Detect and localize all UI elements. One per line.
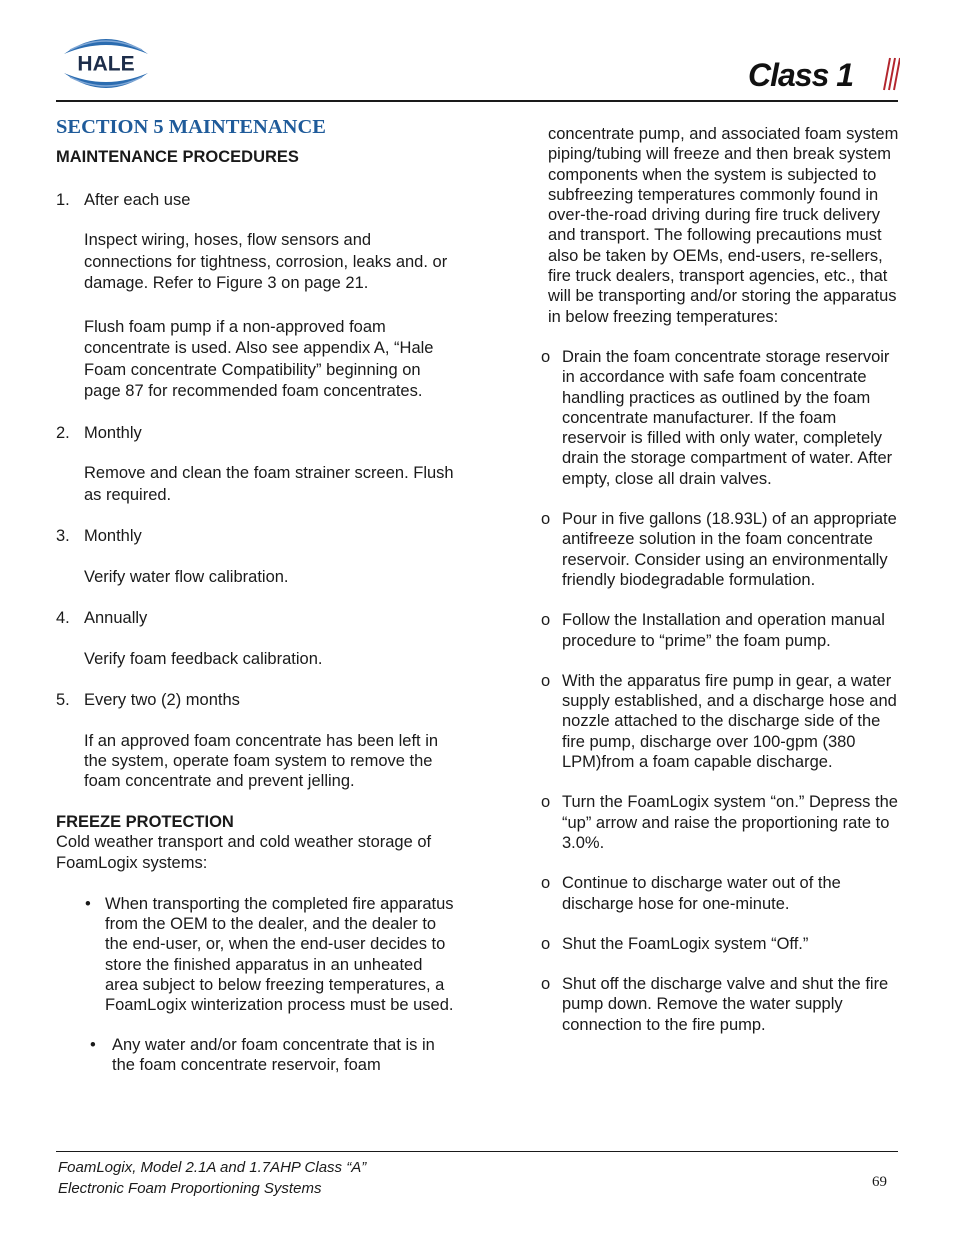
footer-divider [56,1151,898,1152]
freeze-protection-heading: FREEZE PROTECTION [56,812,234,831]
right-column [541,124,903,1035]
bullet-item [56,1035,456,1075]
precaution-text: Pour in five gallons (18.93L) of an appropriate antifreeze solution in the foam concentrate reservoir. Consider using an environmentally friendly biodegradable formulation. [562,510,897,589]
step-2-text: Remove and clean the foam strainer screen. Flush as required. [84,464,454,504]
hale-logo [56,30,156,96]
precaution-item [541,873,903,914]
hale-logo-graphic [56,30,156,96]
precaution-item [541,974,903,1035]
precaution-item [541,792,903,853]
precaution-item [541,934,903,954]
step-number: 5. [56,691,70,710]
step-3 [56,526,456,546]
list-marker: o [541,975,551,994]
maintenance-procedures-heading: MAINTENANCE PROCEDURES [56,148,299,166]
header-divider [56,100,898,102]
step-number: 2. [56,423,70,442]
section-title: SECTION 5 MAINTENANCE [56,116,326,138]
precaution-text: Continue to discharge water out of the discharge hose for one-minute. [562,874,841,913]
step-title: Annually [84,609,148,628]
footer-line-1: FoamLogix, Model 2.1A and 1.7AHP Class “A” [58,1159,367,1176]
list-marker: o [541,510,551,529]
precaution-text: Turn the FoamLogix system “on.” Depress the “up” arrow and raise the proportioning rate to 3.0%. [562,793,898,852]
step-4-text: Verify foam feedback calibration. [84,649,323,668]
freeze-continuation-text: concentrate pump, and associated foam system piping/tubing will freeze and then break system components when the system is subjected to subfreezing temperatures commonly found in over-the-road driving during fire truck delivery and transport. The following precautions must also be taken by OEMs, end-users, re-sellers, fire truck dealers, transport agencies, etc., that will be transporting and/or storing the apparatus in below freezing temperatures: [548,125,899,326]
bullet-icon: • [85,894,91,913]
step-2 [56,423,456,443]
step-title: After each use [84,191,191,209]
step-title: Monthly [84,527,142,546]
step-5-text: If an approved foam concentrate has been left in the system, operate foam system to remove the foam concentrate and prevent jelling. [84,731,439,791]
precaution-item [541,347,903,489]
hale-logo-text: HALE [77,52,135,76]
step-4 [56,608,456,628]
list-marker: o [541,347,551,366]
list-marker: o [541,671,551,690]
precaution-item [541,610,907,651]
class1-logo-graphic [744,52,900,94]
step-title: Monthly [84,423,142,442]
precaution-text: Shut the FoamLogix system “Off.” [562,934,809,953]
precaution-text: Follow the Installation and operation manual procedure to “prime” the foam pump. [562,611,885,650]
precaution-text: With the apparatus fire pump in gear, a water supply established, and a discharge hose and nozzle attached to the discharge side of the fire pump, discharge over 100-gpm (380 LPM)from a foam capable discharge. [562,671,897,772]
step-number: 1. [56,191,70,209]
precaution-item [541,509,903,590]
footer-title [58,1157,366,1199]
left-column [56,114,456,1076]
step-number: 3. [56,527,70,546]
bullet-text: Any water and/or foam concentrate that is in the foam concentrate reservoir, foam [112,1036,435,1075]
page-number: 69 [872,1174,887,1190]
step-title: Every two (2) months [84,691,240,710]
precaution-text: Drain the foam concentrate storage reservoir in accordance with safe foam concentrate handling practices as outlined by the foam concentrate manufacturer. If the foam reservoir is filled with only water, completely drain the storage compartment of water. After empty, close all drain valves. [562,347,893,488]
list-marker: o [541,793,551,812]
bullet-item [56,894,456,1015]
step-1-text-a: Inspect wiring, hoses, flow sensors and connections for tightness, corrosion, leaks and. or damage. Refer to Figure 3 on page 21. [84,231,448,293]
precaution-item [541,671,903,772]
bullet-text: When transporting the completed fire apparatus from the OEM to the dealer, and the dealer to the end-user, or, when the end-user decides to store the finished apparatus in an unheated area subject to below freezing temperatures, a FoamLogix winterization process must be used. [105,894,454,1014]
list-marker: o [541,874,551,893]
list-marker: o [541,611,551,630]
precaution-text: Shut off the discharge valve and shut the fire pump down. Remove the water supply connection to the fire pump. [562,975,889,1034]
class1-logo [744,52,900,94]
step-number: 4. [56,609,70,628]
footer-line-2: Electronic Foam Proportioning Systems [58,1180,322,1197]
step-1 [56,190,456,210]
step-5 [56,690,456,710]
bullet-icon: • [90,1036,96,1055]
step-3-text: Verify water flow calibration. [84,567,289,586]
freeze-protection-intro: Cold weather transport and cold weather storage of FoamLogix systems: [56,833,432,872]
class1-logo-text: Class 1 [748,57,854,93]
list-marker: o [541,934,551,953]
step-1-text-b: Flush foam pump if a non-approved foam concentrate is used. Also see appendix A, “Hale Foam concentrate Compatibility” beginning on page 87 for recommended foam concentrates. [84,317,434,401]
